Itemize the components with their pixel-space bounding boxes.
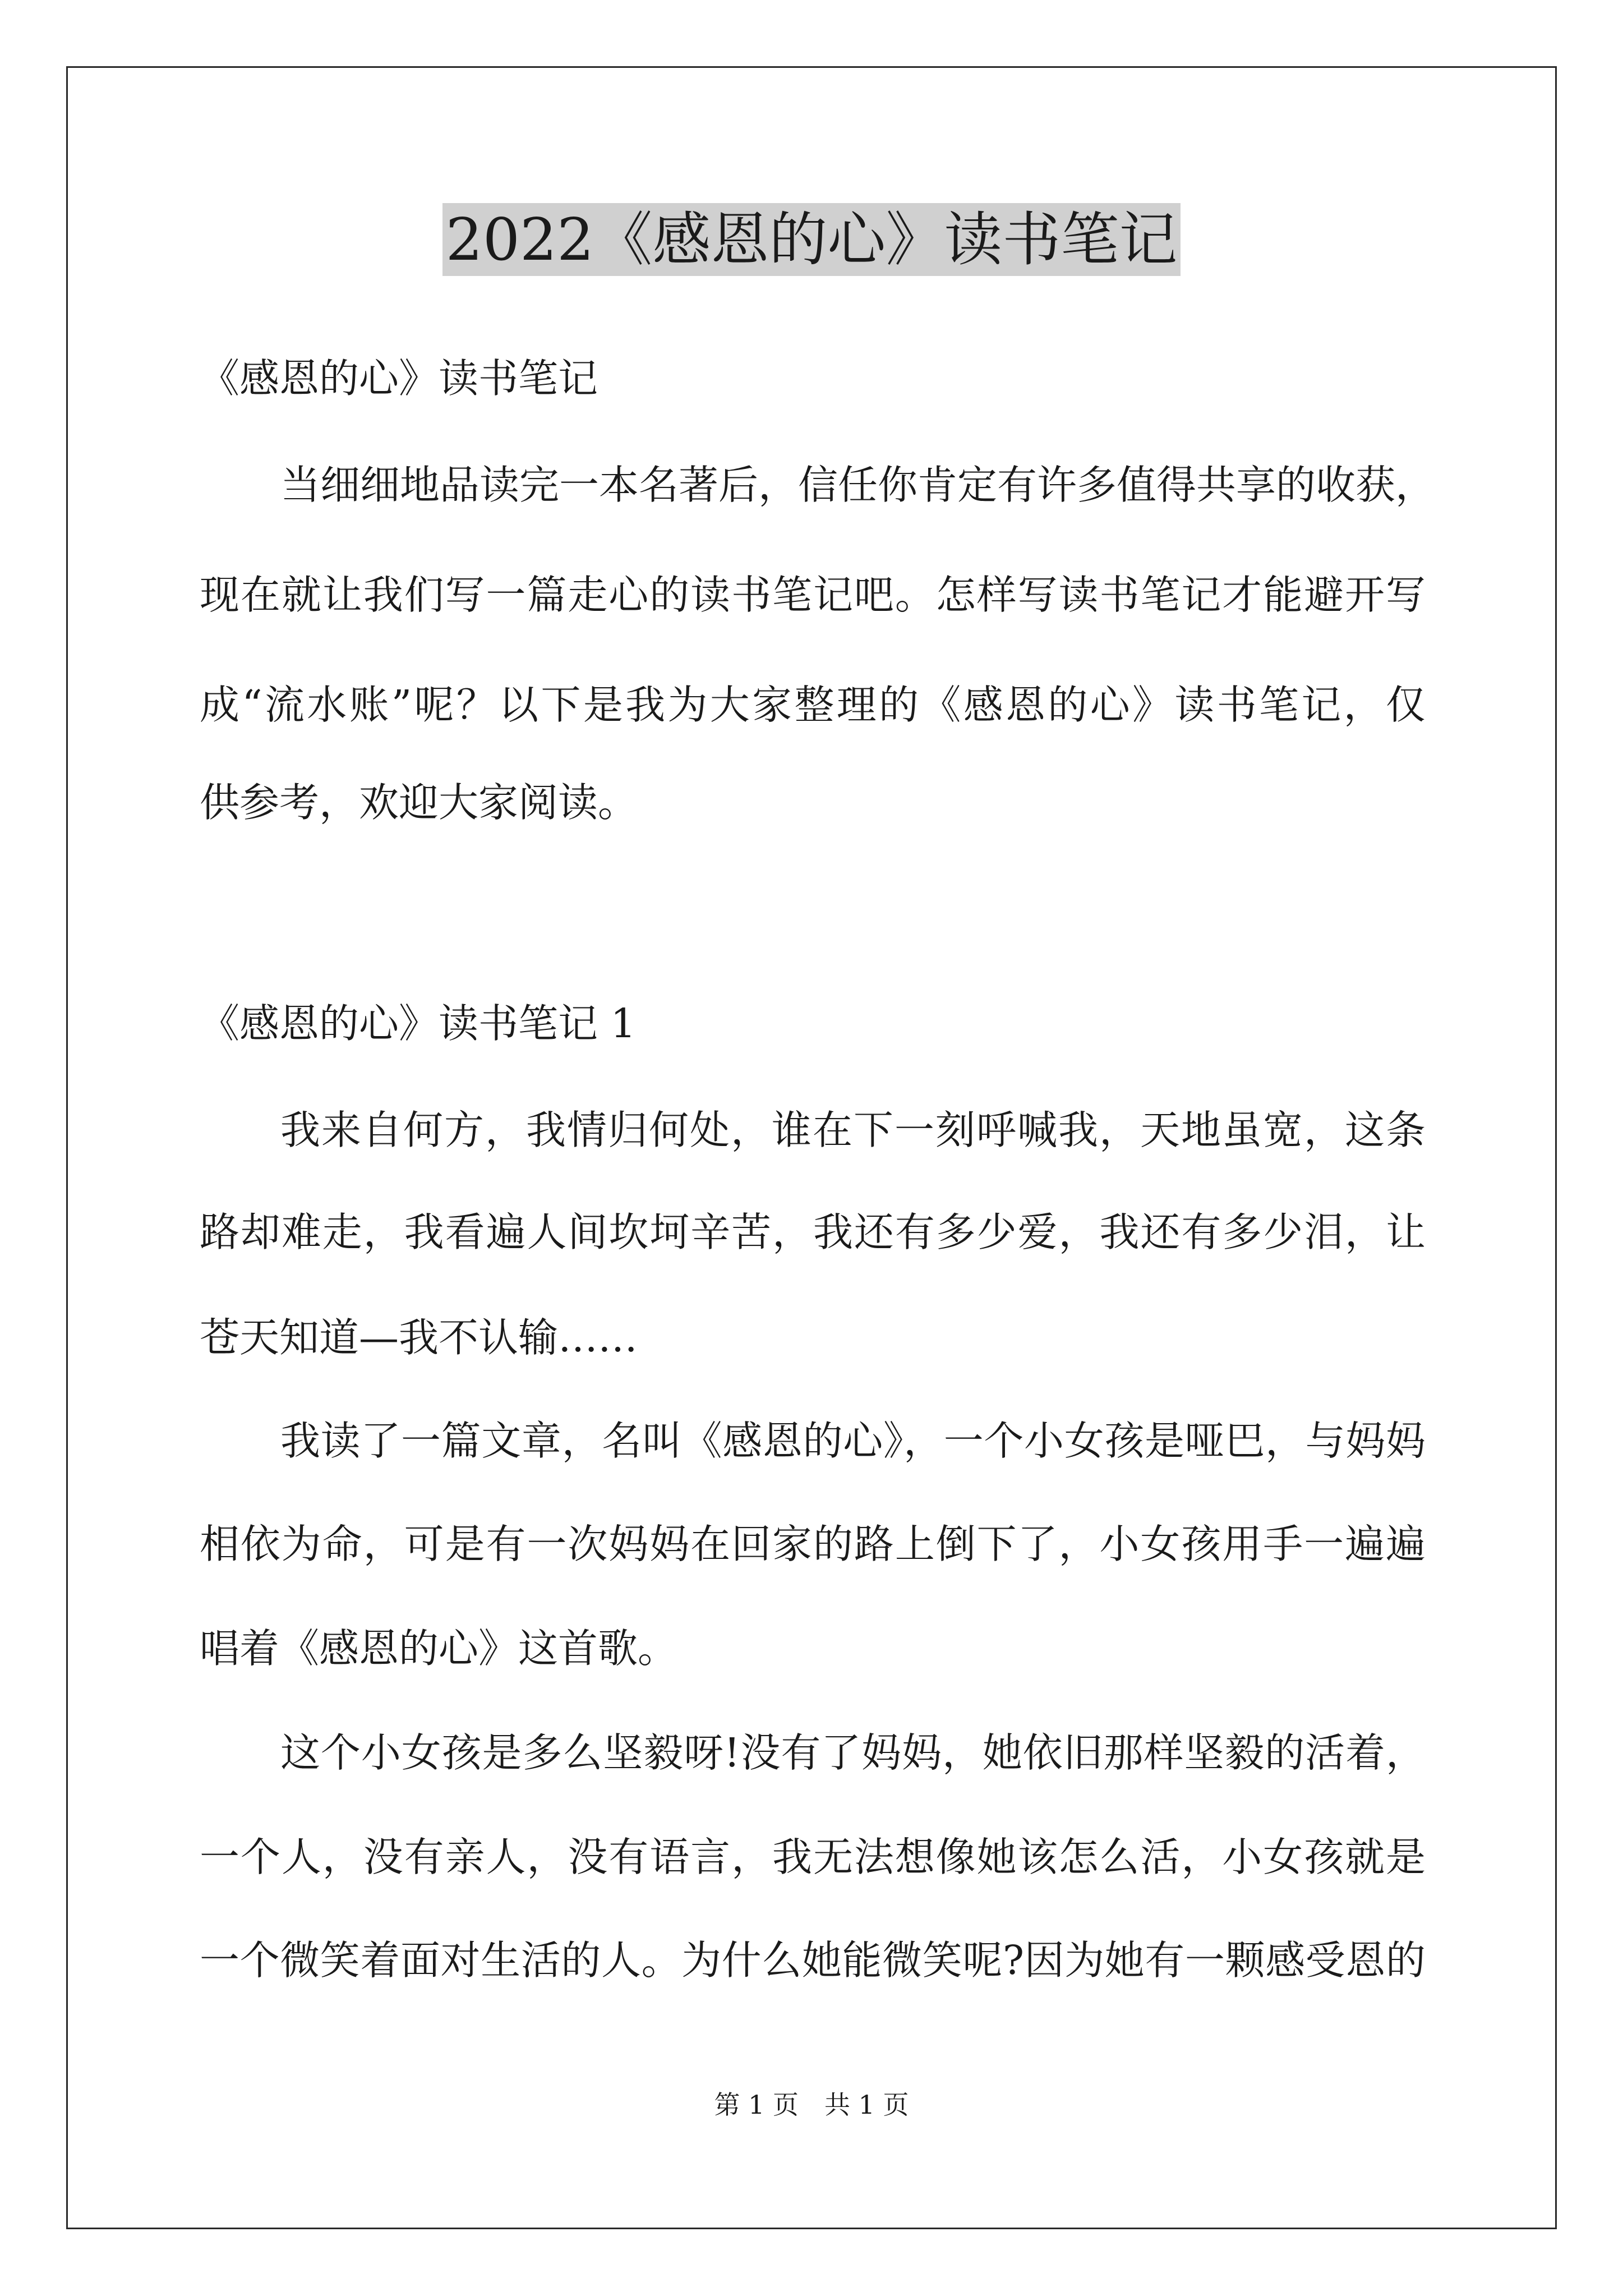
para3-line-1: 这个小女孩是多么坚毅呀!没有了妈妈，她依旧那样坚毅的活着， [280,1729,1426,1776]
para2-line-1: 我读了一篇文章，名叫《感恩的心》，一个小女孩是哑巴，与妈妈 [280,1418,1426,1464]
para1-line-2: 路却难走，我看遍人间坎坷辛苦，我还有多少爱，我还有多少泪，让 [200,1209,1426,1255]
section-heading: 《感恩的心》读书笔记 1 [200,1000,636,1047]
intro-line-3: 成“流水账”呢？以下是我为大家整理的《感恩的心》读书笔记，仅 [200,682,1426,728]
para3-line-3: 一个微笑着面对生活的人。为什么她能微笑呢?因为她有一颗感受恩的 [200,1937,1426,1984]
intro-line-1: 当细细地品读完一本名著后，信任你肯定有许多值得共享的收获， [280,462,1436,508]
intro-line-4: 供参考，欢迎大家阅读。 [200,779,638,826]
para2-line-2: 相依为命，可是有一次妈妈在回家的路上倒下了，小女孩用手一遍遍 [200,1521,1426,1567]
intro-line-2: 现在就让我们写一篇走心的读书笔记吧。怎样写读书笔记才能避开写 [200,572,1426,618]
document-title [0,203,1623,276]
document-subtitle: 《感恩的心》读书笔记 [200,355,598,402]
para1-line-1: 我来自何方，我情归何处，谁在下一刻呼喊我，天地虽宽，这条 [280,1107,1426,1153]
para1-line-3: 苍天知道—我不认输…… [200,1314,638,1361]
page-number: 第 1 页 共 1 页 [714,2090,909,2120]
document-title-text: 2022《感恩的心》读书笔记 [442,203,1181,276]
para2-line-3: 唱着《感恩的心》这首歌。 [200,1625,678,1672]
para3-line-2: 一个人，没有亲人，没有语言，我无法想像她该怎么活，小女孩就是 [200,1834,1426,1880]
